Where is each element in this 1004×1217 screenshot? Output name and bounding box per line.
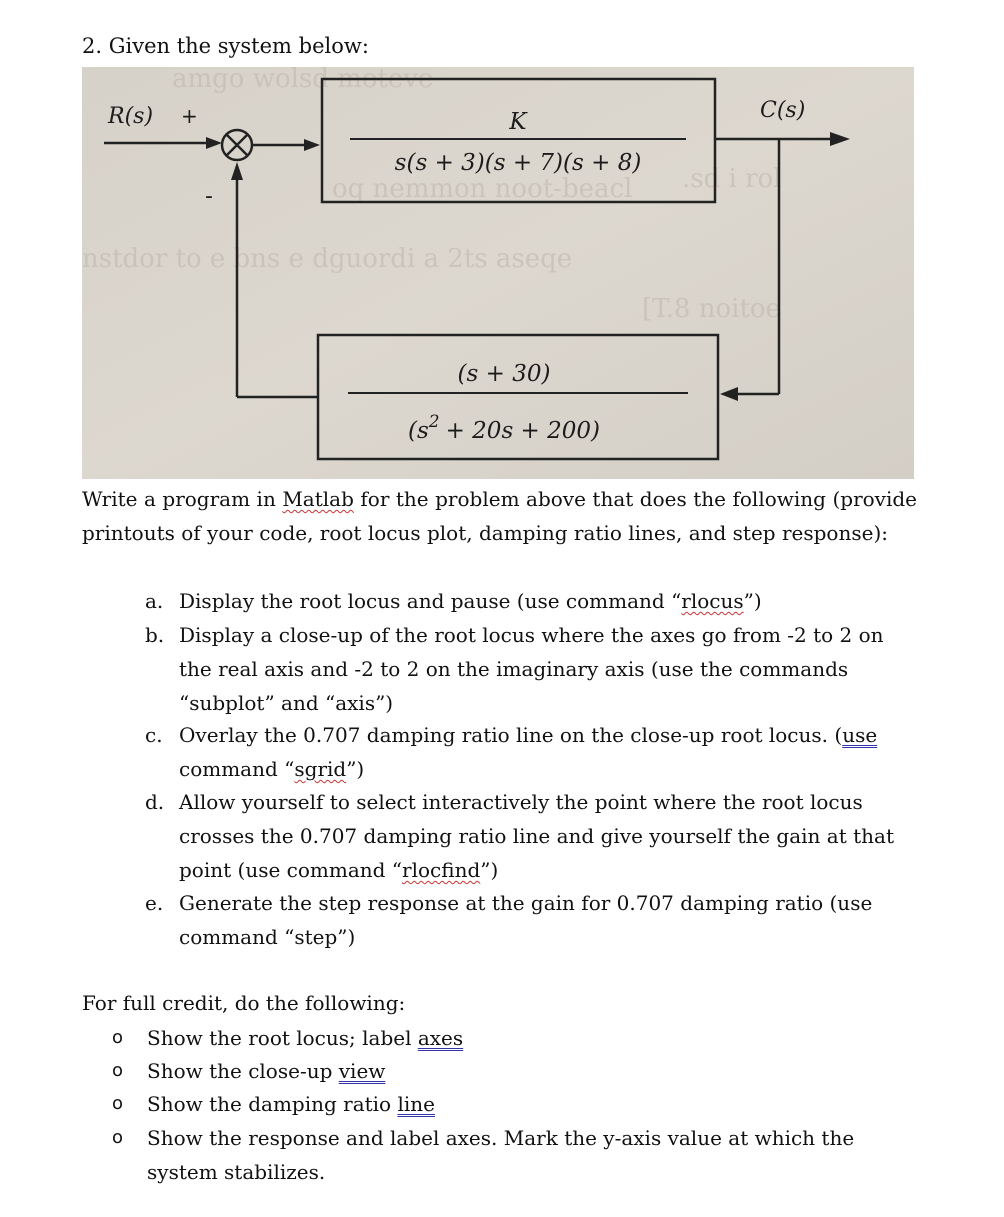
bullet-symbol: o bbox=[112, 1060, 124, 1081]
svg-text:amgo wolsd moteve: amgo wolsd moteve bbox=[172, 67, 434, 94]
bullet-symbol: o bbox=[112, 1093, 124, 1114]
task-d-label: d. bbox=[145, 790, 165, 814]
task-a-code: rlocus bbox=[681, 589, 744, 613]
feedback-den-part-a: (s bbox=[407, 418, 429, 444]
credit-item-3-text bbox=[147, 1087, 887, 1121]
forward-numerator: K bbox=[509, 109, 527, 135]
task-c-mid: command “ bbox=[179, 757, 295, 781]
task-a-text bbox=[179, 584, 919, 618]
feedback-den-exponent: 2 bbox=[428, 412, 440, 432]
question-title: 2. Given the system below: bbox=[82, 34, 369, 58]
input-label: R(s) bbox=[108, 104, 154, 129]
task-c-code: sgrid bbox=[294, 757, 347, 781]
block-diagram bbox=[82, 67, 914, 479]
credit-item-4-pre: Show the response and label axes. Mark the y-axis value at which the system stabilizes. bbox=[147, 1126, 855, 1184]
minus-sign: - bbox=[205, 184, 213, 209]
credit-item-2-ul: view bbox=[338, 1059, 386, 1083]
task-e-text: Generate the step response at the gain for 0.707 damping ratio (use command “step”) bbox=[179, 891, 873, 949]
intro-matlab: Matlab bbox=[282, 487, 354, 511]
plus-sign: + bbox=[181, 104, 198, 128]
svg-text:.sd i rol: .sd i rol bbox=[682, 164, 782, 194]
task-c-use: use bbox=[842, 723, 878, 747]
feedback-den-part-b: + 20s + 200) bbox=[445, 418, 601, 444]
credit-item-1-text bbox=[147, 1021, 887, 1055]
task-a-label: a. bbox=[145, 589, 164, 613]
credit-item-4-text bbox=[147, 1121, 892, 1189]
task-b-text: Display a close-up of the root locus where the axes go from -2 to 2 on the real axis and -2 to 2 on the imaginary axis (use the commands “subplot” and “axis”) bbox=[179, 623, 884, 715]
task-a-pre: Display the root locus and pause (use command “ bbox=[179, 589, 682, 613]
credit-heading: For full credit, do the following: bbox=[82, 991, 406, 1015]
intro-paragraph bbox=[82, 482, 917, 550]
credit-item-2-pre: Show the close-up bbox=[147, 1059, 339, 1083]
task-c-label: c. bbox=[145, 723, 163, 747]
svg-text:oq nemmon noot-beacl: oq nemmon noot-beacl bbox=[332, 174, 633, 204]
forward-denominator: s(s + 3)(s + 7)(s + 8) bbox=[394, 150, 642, 176]
credit-item-2-text bbox=[147, 1054, 887, 1088]
svg-text:[T.8 noitoe: [T.8 noitoe bbox=[642, 294, 781, 324]
task-d-text bbox=[179, 785, 899, 887]
credit-item-3-ul: line bbox=[397, 1092, 435, 1116]
task-d-post: ”) bbox=[480, 858, 499, 882]
svg-text:nstdor to e bns e dguordi: nstdor to e bns e dguordi a 2ts aseqe bbox=[82, 244, 573, 274]
intro-text-b: for the problem above that does the following (provide printouts of your code, root locus plot, damping ratio lines, and step response): bbox=[82, 487, 917, 545]
task-c-post: ”) bbox=[346, 757, 365, 781]
credit-item-1-pre: Show the root locus; label bbox=[147, 1026, 418, 1050]
task-b-label: b. bbox=[145, 623, 165, 647]
intro-text-a: Write a program in bbox=[82, 487, 283, 511]
credit-item-1-ul: axes bbox=[417, 1026, 464, 1050]
task-e-label: e. bbox=[145, 891, 164, 915]
bullet-symbol: o bbox=[112, 1027, 124, 1048]
credit-item-3-pre: Show the damping ratio bbox=[147, 1092, 398, 1116]
output-label: C(s) bbox=[760, 98, 806, 123]
task-c-pre: Overlay the 0.707 damping ratio line on the close-up root locus. ( bbox=[179, 723, 843, 747]
task-c-text bbox=[179, 718, 919, 786]
task-d-code: rlocfind bbox=[402, 858, 481, 882]
bullet-symbol: o bbox=[112, 1127, 124, 1148]
task-a-post: ”) bbox=[743, 589, 762, 613]
feedback-numerator: (s + 30) bbox=[457, 361, 551, 387]
task-d-pre: Allow yourself to select interactively the point where the root locus crosses the 0.707 damping ratio line and give yourself the gain at that point (use command “ bbox=[179, 790, 894, 882]
